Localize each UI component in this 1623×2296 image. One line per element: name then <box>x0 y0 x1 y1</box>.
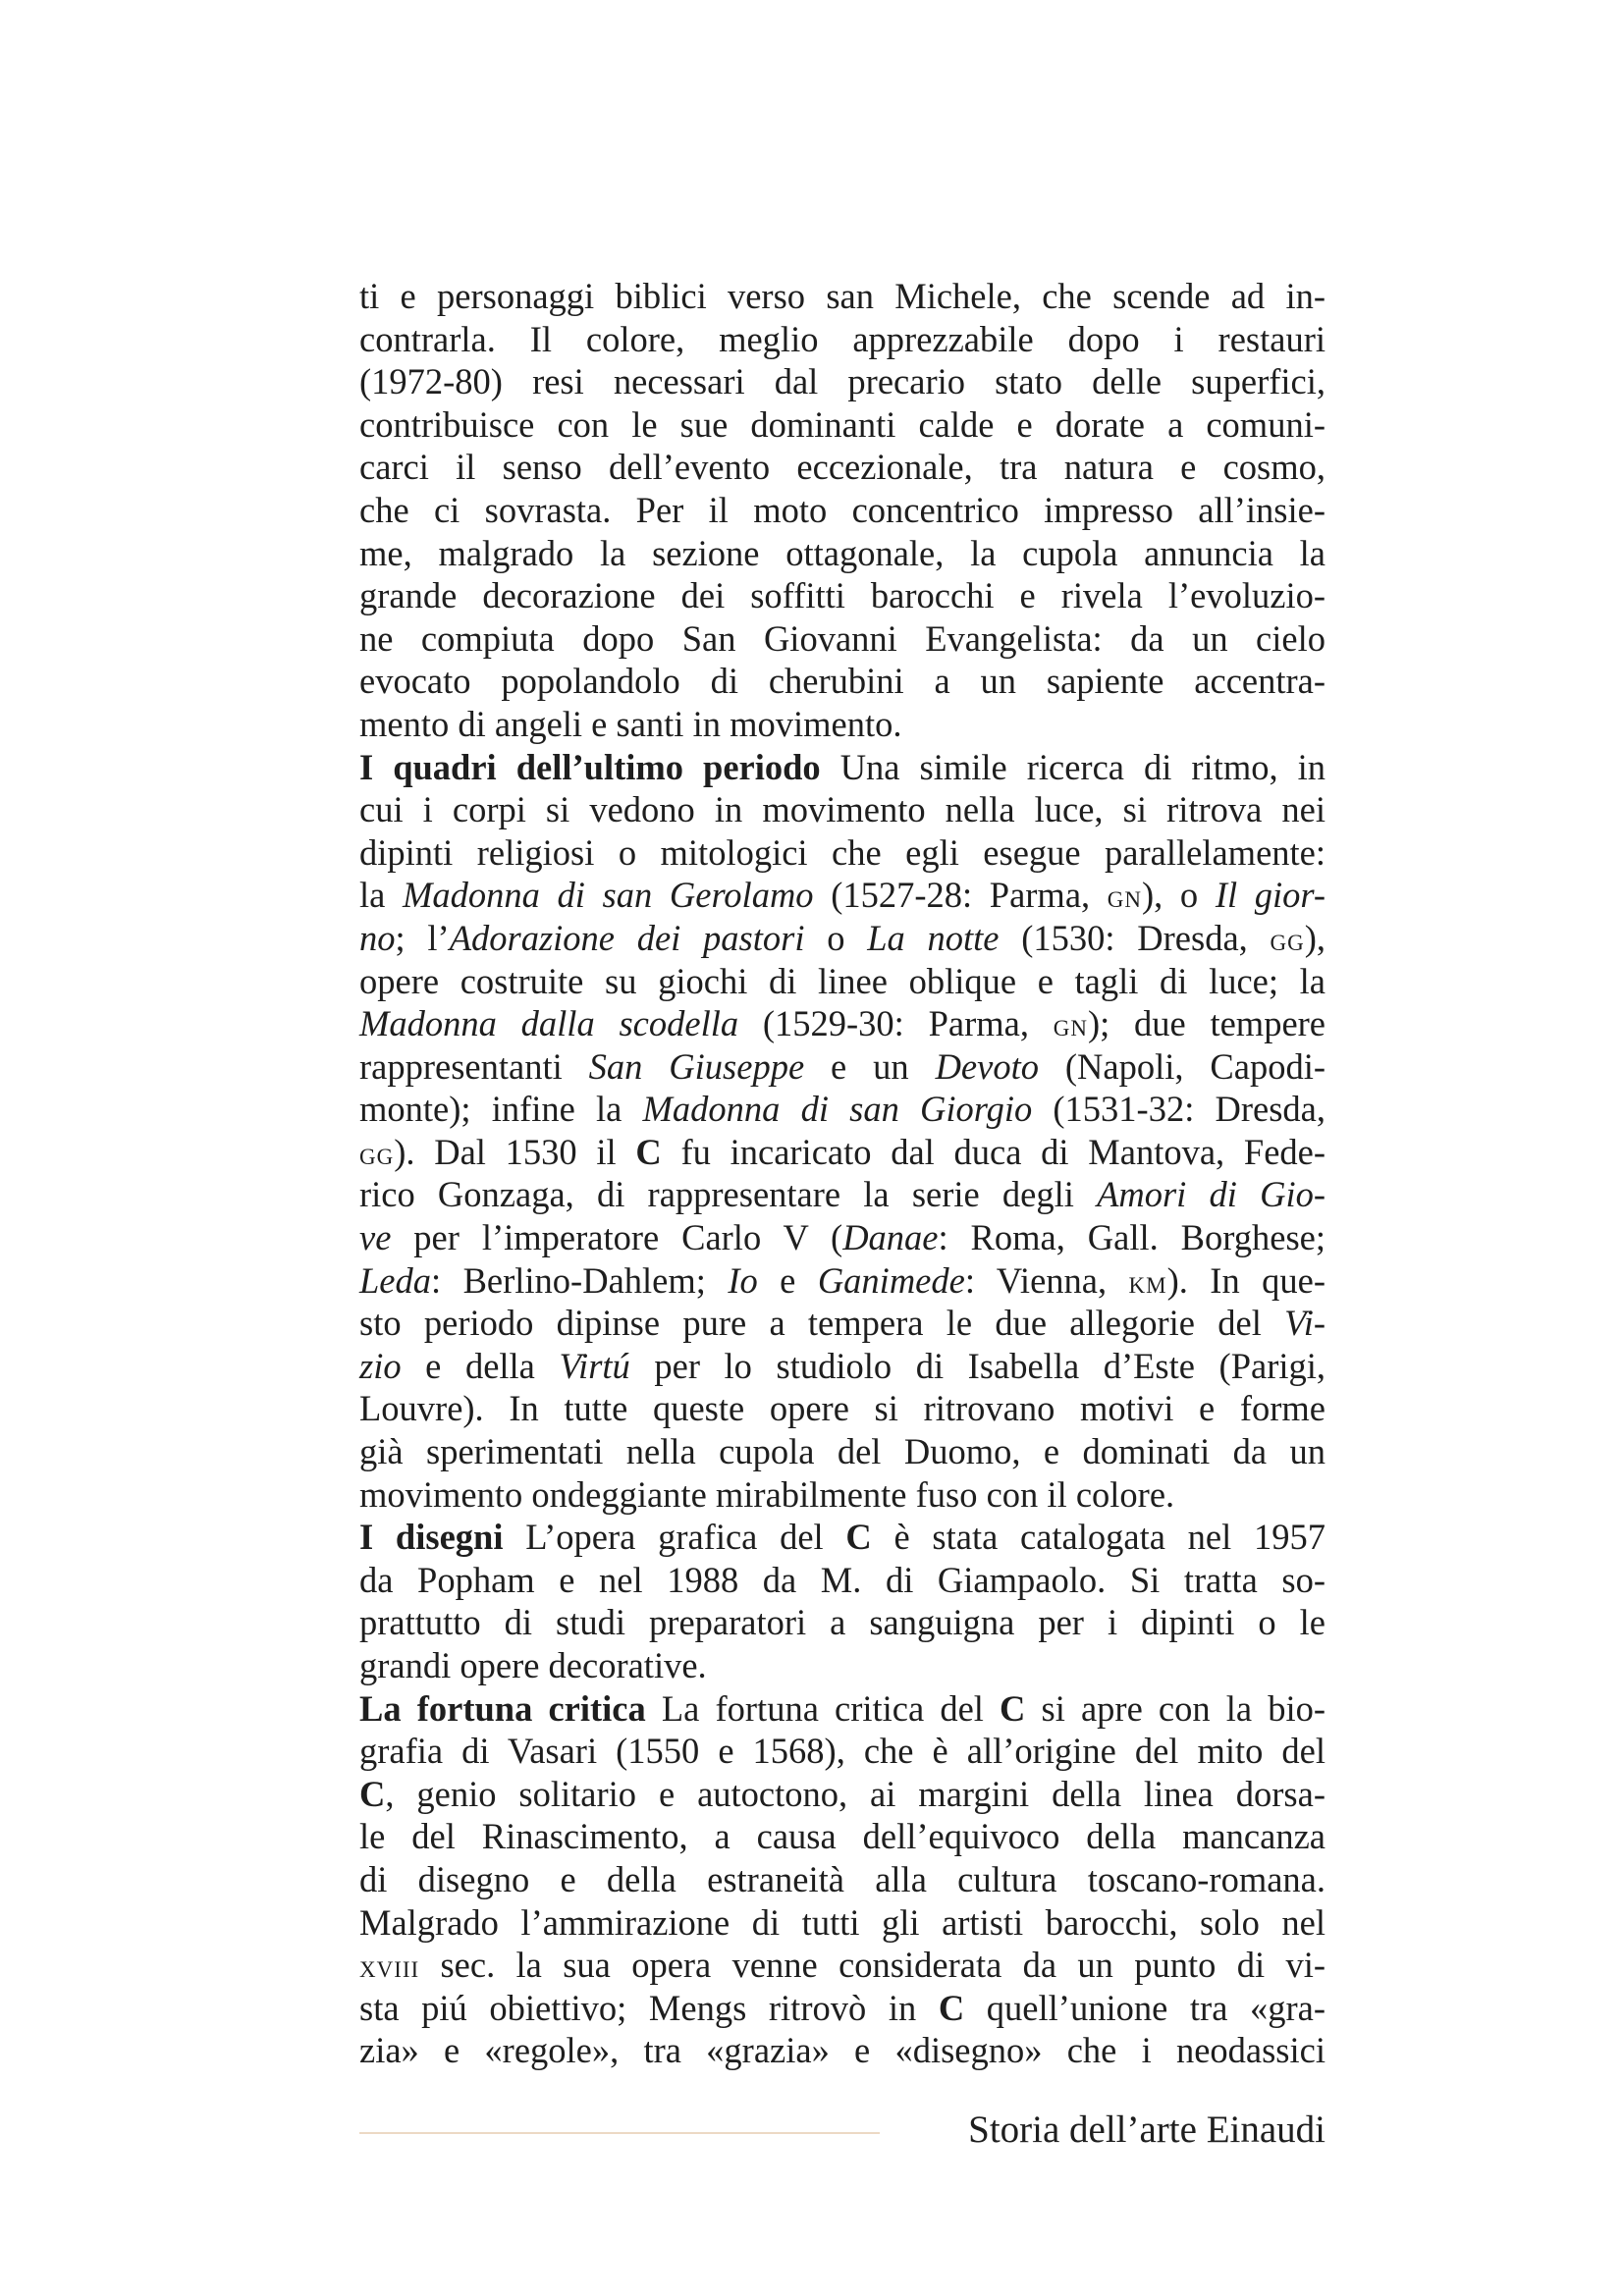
text-line: zia» e «regole», tra «grazia» e «disegno» che i neodassici <box>359 2030 1325 2071</box>
text-line: carci il senso dell’evento eccezionale, tra natura e cosmo, <box>359 447 1325 488</box>
text-line: già sperimentati nella cupola del Duomo, e dominati da un <box>359 1431 1325 1472</box>
text-line: contrarla. Il colore, meglio apprezzabile dopo i restauri <box>359 318 1325 359</box>
text-line: le del Rinascimento, a causa dell’equivoco della mancanza <box>359 1816 1325 1857</box>
text-line: sta piú obiettivo; Mengs ritrovò in C quell’unione tra «gra- <box>359 1987 1326 2028</box>
text-line: sto periodo dipinse pure a tempera le due allegorie del Vi- <box>359 1303 1325 1344</box>
text-line: zio e della Virtú per lo studiolo di Isabella d’Este (Parigi, <box>359 1345 1326 1386</box>
text-line: me, malgrado la sezione ottagonale, la cupola annuncia la <box>359 532 1325 573</box>
text-line: opere costruite su giochi di linee oblique e tagli di luce; la <box>359 960 1325 1001</box>
text-line: ne compiuta dopo San Giovanni Evangelista: da un cielo <box>359 617 1325 659</box>
text-line: grandi opere decorative. <box>359 1645 707 1685</box>
text-line: Madonna dalla scodella (1529-30: Parma, gn); due tempere <box>359 1003 1325 1044</box>
text-line: mento di angeli e santi in movimento. <box>359 703 902 744</box>
text-line: da Popham e nel 1988 da M. di Giampaolo. Si tratta so- <box>359 1559 1325 1600</box>
body-text <box>359 275 1325 2072</box>
text-line: che ci sovrasta. Per il moto concentrico impresso all’insie- <box>359 489 1325 530</box>
text-line: Malgrado l’ammirazione di tutti gli artisti barocchi, solo nel <box>359 1901 1325 1943</box>
text-line: La fortuna critica La fortuna critica del C si apre con la bio- <box>359 1687 1325 1729</box>
text-line: no; l’Adorazione dei pastori o La notte (1530: Dresda, gg), <box>359 917 1326 958</box>
text-line: xviii sec. la sua opera venne considerata da un punto di vi- <box>359 1945 1325 1986</box>
text-line: evocato popolandolo di cherubini a un sapiente accentra- <box>359 661 1325 702</box>
text-line: monte); infine la Madonna di san Giorgio (1531-32: Dresda, <box>359 1089 1325 1130</box>
text-line: rappresentanti San Giuseppe e un Devoto (Napoli, Capodi- <box>359 1045 1325 1087</box>
text-line: grafia di Vasari (1550 e 1568), che è all’origine del mito del <box>359 1731 1325 1772</box>
footer-title: Storia dell’arte Einaudi <box>968 2109 1325 2151</box>
text-line: dipinti religiosi o mitologici che egli esegue parallelamente: <box>359 831 1325 873</box>
text-line: prattutto di studi preparatori a sanguigna per i dipinti o le <box>359 1602 1325 1643</box>
text-line: ti e personaggi biblici verso san Michele, che scende ad in- <box>359 276 1325 316</box>
text-line: C, genio solitario e autoctono, ai margini della linea dorsa- <box>359 1773 1325 1814</box>
text-line: I disegni L’opera grafica del C è stata catalogata nel 1957 <box>359 1517 1325 1558</box>
text-line: grande decorazione dei soffitti barocchi e rivela l’evoluzio- <box>359 575 1325 616</box>
text-line: rico Gonzaga, di rappresentare la serie degli Amori di Gio- <box>359 1174 1325 1215</box>
footer-rule <box>359 2132 880 2134</box>
text-line: Louvre). In tutte queste opere si ritrovano motivi e forme <box>359 1388 1325 1429</box>
text-line: Leda: Berlino-Dahlem; Io e Ganimede: Vienna, km). In que- <box>359 1259 1325 1301</box>
text-line: di disegno e della estraneità alla cultura toscano-romana. <box>359 1858 1325 1899</box>
text-line: ve per l’imperatore Carlo V (Danae: Roma, Gall. Borghese; <box>359 1217 1325 1258</box>
text-line: (1972-80) resi necessari dal precario stato delle superfici, <box>359 361 1325 402</box>
text-line: gg). Dal 1530 il C fu incaricato dal duca di Mantova, Fede- <box>359 1131 1325 1172</box>
text-line: la Madonna di san Gerolamo (1527-28: Parma, gn), o Il gior- <box>359 875 1326 916</box>
text-line: movimento ondeggiante mirabilmente fuso con il colore. <box>359 1473 1175 1515</box>
text-line: I quadri dell’ultimo periodo Una simile ricerca di ritmo, in <box>359 746 1325 787</box>
text-line: contribuisce con le sue dominanti calde e dorate a comuni- <box>359 403 1325 445</box>
text-line: cui i corpi si vedono in movimento nella luce, si ritrova nei <box>359 789 1325 830</box>
